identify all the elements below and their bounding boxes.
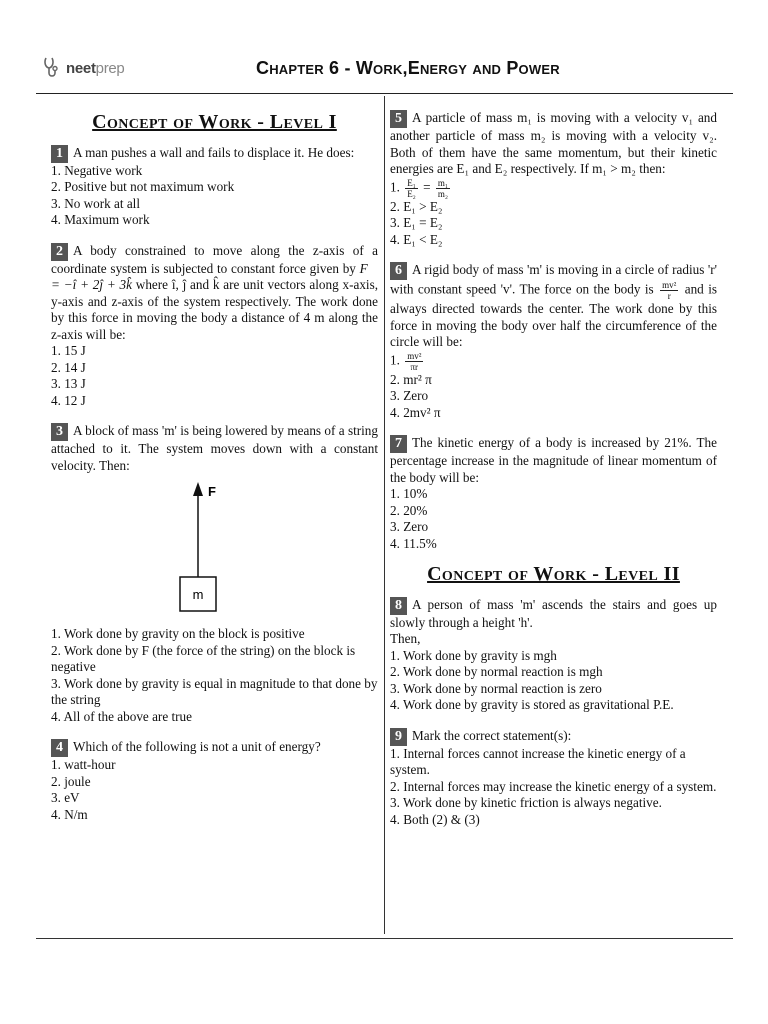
- column-divider: [384, 96, 385, 934]
- option: 3. Work done by gravity is equal in magnitude to that done by the string: [51, 675, 378, 707]
- option: 2. 20%: [390, 502, 428, 518]
- option: 4. Work done by gravity is stored as gravitational P.E.: [390, 697, 674, 712]
- option: 1. 10%: [390, 486, 428, 501]
- option: 2. E₁ > E₂: [390, 198, 443, 214]
- option: 4. Maximum work: [51, 212, 150, 227]
- question-text-cont: where î, ĵ and k̂ are unit vectors along x-axis, y-axis and z-axis of the system respectively. The work done by this force in moving the body a distance of 4 m along the z-axis will be:: [51, 277, 379, 342]
- force-formula: F⃗ = −î + 2ĵ + 3k̂: [51, 260, 378, 292]
- option-prefix: 1.: [390, 352, 400, 368]
- arrow-up-icon: [193, 482, 203, 496]
- option: 3. Work done by normal reaction is zero: [390, 680, 602, 696]
- right-column: [390, 110, 717, 842]
- option: 4. N/m: [51, 806, 88, 822]
- section-title-level-2: Concept of Work - Level II: [427, 563, 680, 585]
- question-number: 5: [390, 110, 407, 128]
- mass-label: m: [192, 587, 203, 602]
- option-prefix: 1.: [390, 179, 400, 195]
- question-9: [390, 728, 717, 829]
- option: [390, 178, 717, 199]
- neetprep-logo: [42, 56, 124, 80]
- option: 3. Zero: [390, 519, 429, 534]
- question-6: [390, 262, 717, 421]
- question-7: [390, 435, 717, 552]
- option: 1. Internal forces cannot increase the kinetic energy of a system.: [390, 745, 686, 777]
- logo-neet: neet: [66, 59, 96, 77]
- option: 3. No work at all: [51, 195, 140, 211]
- question-2: [51, 243, 378, 410]
- option: 3. Zero: [390, 388, 429, 403]
- option: 4. All of the above are true: [51, 708, 192, 724]
- fraction-denominator: E₂: [407, 188, 416, 199]
- fraction-numerator: mv²: [662, 280, 677, 290]
- option: 3. 13 J: [51, 376, 86, 391]
- fraction: [405, 178, 418, 199]
- option: 4. E₁ < E₂: [390, 231, 443, 247]
- question-number: 7: [390, 435, 407, 453]
- equals-sign: =: [423, 179, 431, 195]
- fraction-numerator: m₁: [437, 177, 448, 188]
- option: 2. joule: [51, 773, 91, 789]
- fraction: [660, 280, 678, 301]
- force-diagram: [170, 480, 260, 616]
- question-text: A block of mass 'm' is being lowered by means of a string attached to it. The system moves down with a constant velocity. Then:: [51, 423, 378, 473]
- option: 1. watt-hour: [51, 757, 116, 772]
- stethoscope-icon: [42, 56, 64, 80]
- chapter-title: Chapter 6 - Work,Energy and Power: [256, 58, 560, 78]
- question-text: A particle of mass m₁ is moving with a velocity v₁ and another particle of mass m₂ is moving with a velocity v₂. Both of them have the same momentum, but their kinetic energies are E₁ and E₂ respectively. If m₁ > m₂ then:: [390, 110, 717, 176]
- question-text-cont: and is always directed towards the center. The work done by this force in moving the body over half the circumference of the circle will be:: [390, 281, 717, 349]
- question-number: 3: [51, 423, 68, 441]
- question-number: 6: [390, 262, 407, 280]
- option: 1. 15 J: [51, 343, 86, 358]
- option: 2. Internal forces may increase the kinetic energy of a system.: [390, 778, 717, 794]
- question-number: 8: [390, 597, 407, 615]
- option: [390, 351, 717, 372]
- question-3: [51, 423, 378, 725]
- option: 4. 11.5%: [390, 535, 437, 551]
- fraction: [405, 351, 423, 372]
- block-string-figure: [51, 480, 378, 616]
- question-4: [51, 739, 378, 823]
- question-number: 4: [51, 739, 68, 757]
- option: 1. Work done by gravity on the block is positive: [51, 626, 305, 641]
- question-number: 2: [51, 243, 68, 261]
- option: 1. Negative work: [51, 162, 143, 178]
- left-column: [51, 108, 378, 837]
- question-5: [390, 110, 717, 248]
- question-8: [390, 597, 717, 714]
- question-1: [51, 145, 378, 229]
- option: 3. Work done by kinetic friction is always negative.: [390, 795, 662, 810]
- footer-rule: [36, 938, 733, 939]
- option: 2. mr² π: [390, 371, 432, 387]
- question-number: 1: [51, 145, 68, 163]
- force-label: F: [207, 484, 216, 499]
- page-header: [36, 52, 733, 94]
- question-text: A person of mass 'm' ascends the stairs and goes up slowly through a height 'h'.: [390, 596, 717, 630]
- option: 2. Work done by F (the force of the string) on the block is negative: [51, 642, 356, 674]
- fraction: [436, 178, 450, 199]
- option: 3. E₁ = E₂: [390, 215, 443, 230]
- question-text: Which of the following is not a unit of energy?: [73, 739, 321, 754]
- question-text: A rigid body of mass 'm' is moving in a circle of radius 'r' with constant speed 'v'. The force on the body is: [390, 262, 717, 297]
- option: 2. 14 J: [51, 359, 86, 375]
- question-text: The kinetic energy of a body is increased by 21%. The percentage increase in the magnitude of linear momentum of the body will be:: [390, 435, 717, 485]
- question-number: 9: [390, 728, 407, 746]
- then-label: Then,: [390, 631, 421, 646]
- option: 4. 12 J: [51, 392, 86, 408]
- question-text: A body constrained to move along the z-axis of a coordinate system is subjected to constant force given by: [51, 242, 378, 276]
- logo-prep: prep: [95, 59, 125, 77]
- fraction-numerator: mv²: [407, 350, 422, 361]
- question-text: A man pushes a wall and fails to displace it. He does:: [73, 144, 355, 160]
- option: 1. Work done by gravity is mgh: [390, 647, 557, 663]
- fraction-denominator: r: [667, 291, 671, 301]
- option: 3. eV: [51, 790, 80, 805]
- option: 2. Work done by normal reaction is mgh: [390, 664, 603, 679]
- option: 2. Positive but not maximum work: [51, 179, 235, 194]
- fraction-denominator: πr: [410, 361, 419, 372]
- fraction-denominator: m₂: [437, 188, 448, 199]
- fraction-numerator: E₁: [407, 177, 416, 188]
- question-text: Mark the correct statement(s):: [412, 727, 572, 743]
- section-title-level-1: Concept of Work - Level I: [92, 111, 337, 133]
- option: 4. 2mv² π: [390, 404, 441, 420]
- option: 4. Both (2) & (3): [390, 811, 480, 827]
